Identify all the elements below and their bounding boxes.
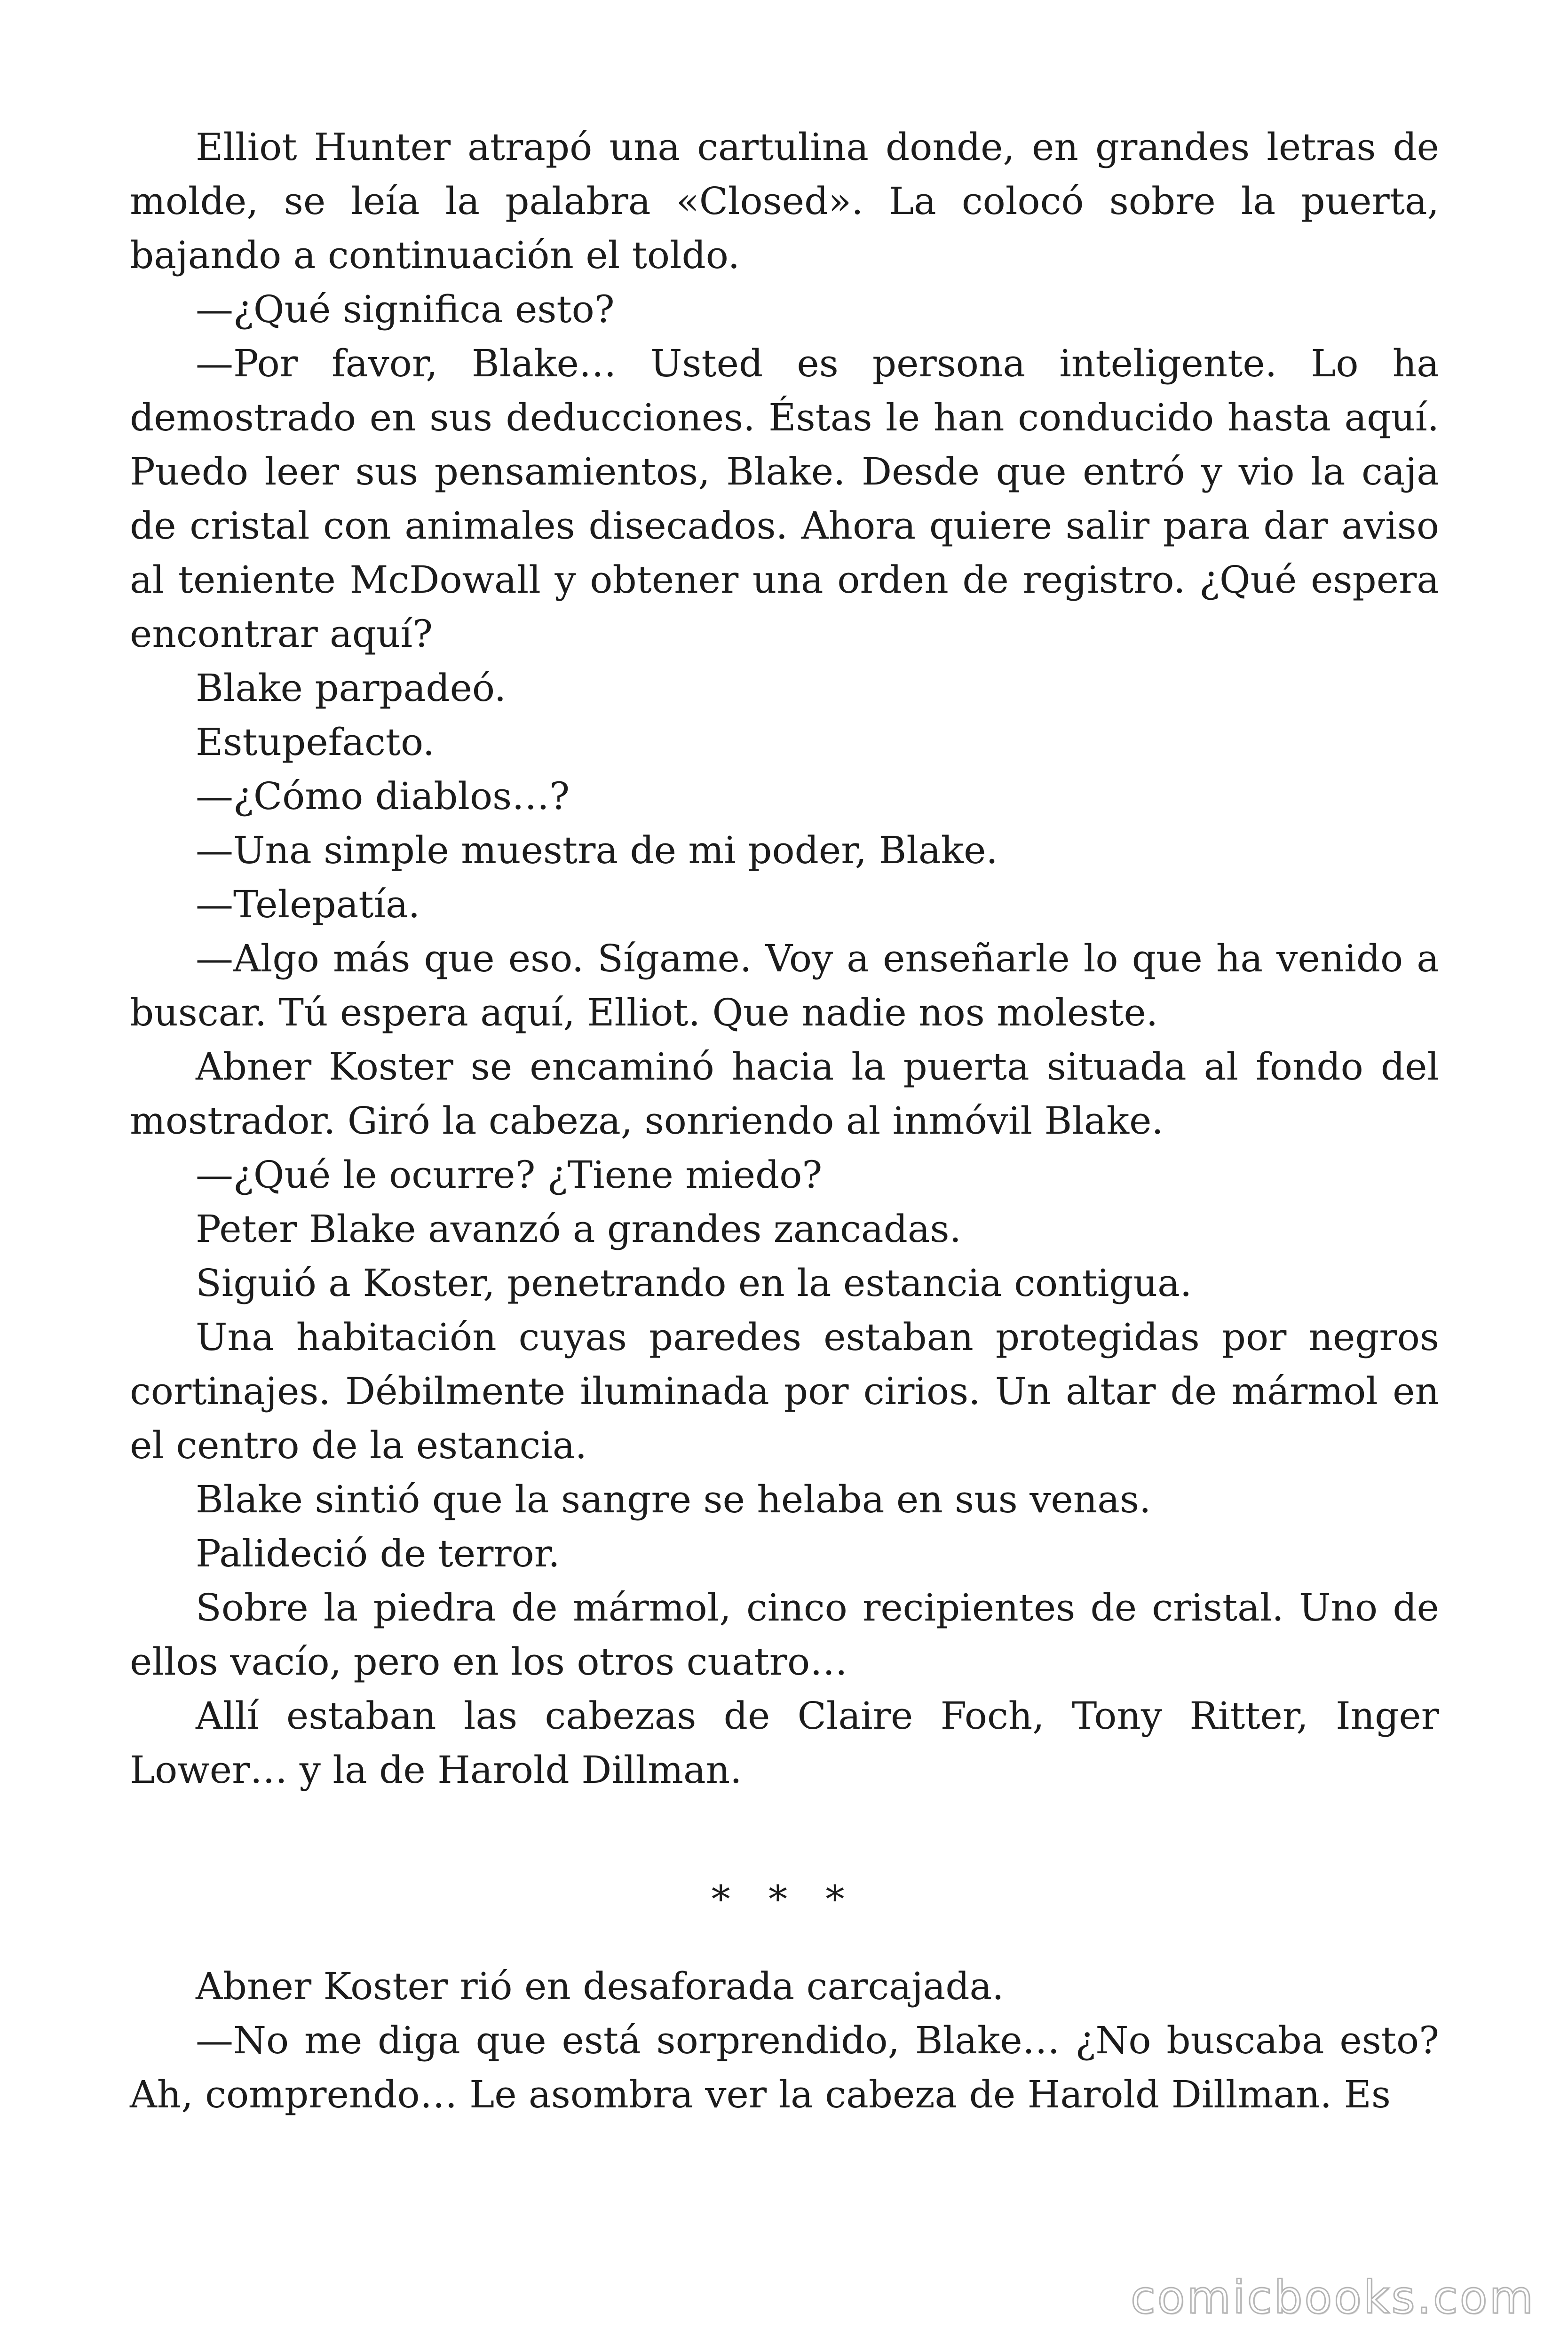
paragraph: —¿Cómo diablos…? [196,774,570,818]
paragraph: —Algo más que eso. Sígame. Voy a enseñarle lo que ha venido a buscar. Tú espera aquí, Elliot. Que nadie nos moleste. [130,937,1439,1034]
text-section-before-break [130,120,1439,1797]
paragraph: —Telepatía. [196,882,420,926]
paragraph: Blake parpadeó. [196,666,507,710]
paragraph: —Por favor, Blake… Usted es persona inteligente. Lo ha demostrado en sus deducciones. Éstas le han conducido hasta aquí. Puedo leer sus pensamientos, Blake. Desde que entró y vio la caja de cristal con animales disecados. Ahora quiere salir para dar aviso al teniente McDowall y obtener una orden de registro. ¿Qué espera encontrar aquí? [130,342,1439,656]
paragraph: Peter Blake avanzó a grandes zancadas. [196,1207,962,1251]
paragraph: Palideció de terror. [196,1532,560,1575]
paragraph: Allí estaban las cabezas de Claire Foch, Tony Ritter, Inger Lower… y la de Harold Dillman. [130,1694,1439,1792]
text-section-after-break [130,1959,1439,2122]
paragraph: Estupefacto. [196,720,435,764]
scene-break: * * * [711,1877,858,1921]
paragraph: Abner Koster se encaminó hacia la puerta situada al fondo del mostrador. Giró la cabeza, sonriendo al inmóvil Blake. [130,1045,1439,1143]
paragraph: Sobre la piedra de mármol, cinco recipientes de cristal. Uno de ellos vacío, pero en los otros cuatro… [130,1586,1439,1684]
paragraph: —¿Qué le ocurre? ¿Tiene miedo? [196,1153,823,1197]
page-text [130,120,1439,2122]
watermark-logo: comicbooks.com [1130,2271,1535,2324]
paragraph: Una habitación cuyas paredes estaban protegidas por negros cortinajes. Débilmente iluminada por cirios. Un altar de mármol en el centro de la estancia. [130,1315,1439,1467]
paragraph: Abner Koster rió en desaforada carcajada. [196,1964,1004,2008]
paragraph: Blake sintió que la sangre se helaba en sus venas. [196,1478,1151,1521]
paragraph: —Una simple muestra de mi poder, Blake. [196,828,998,872]
paragraph: Siguió a Koster, penetrando en la estancia contigua. [196,1261,1192,1305]
paragraph: —¿Qué significa esto? [196,287,615,331]
paragraph: —No me diga que está sorprendido, Blake… ¿No buscaba esto? Ah, comprendo… Le asombra ver la cabeza de Harold Dillman. Es [130,2018,1439,2116]
paragraph: Elliot Hunter atrapó una cartulina donde, en grandes letras de molde, se leía la palabra «Closed». La colocó sobre la puerta, bajando a continuación el toldo. [130,125,1439,277]
